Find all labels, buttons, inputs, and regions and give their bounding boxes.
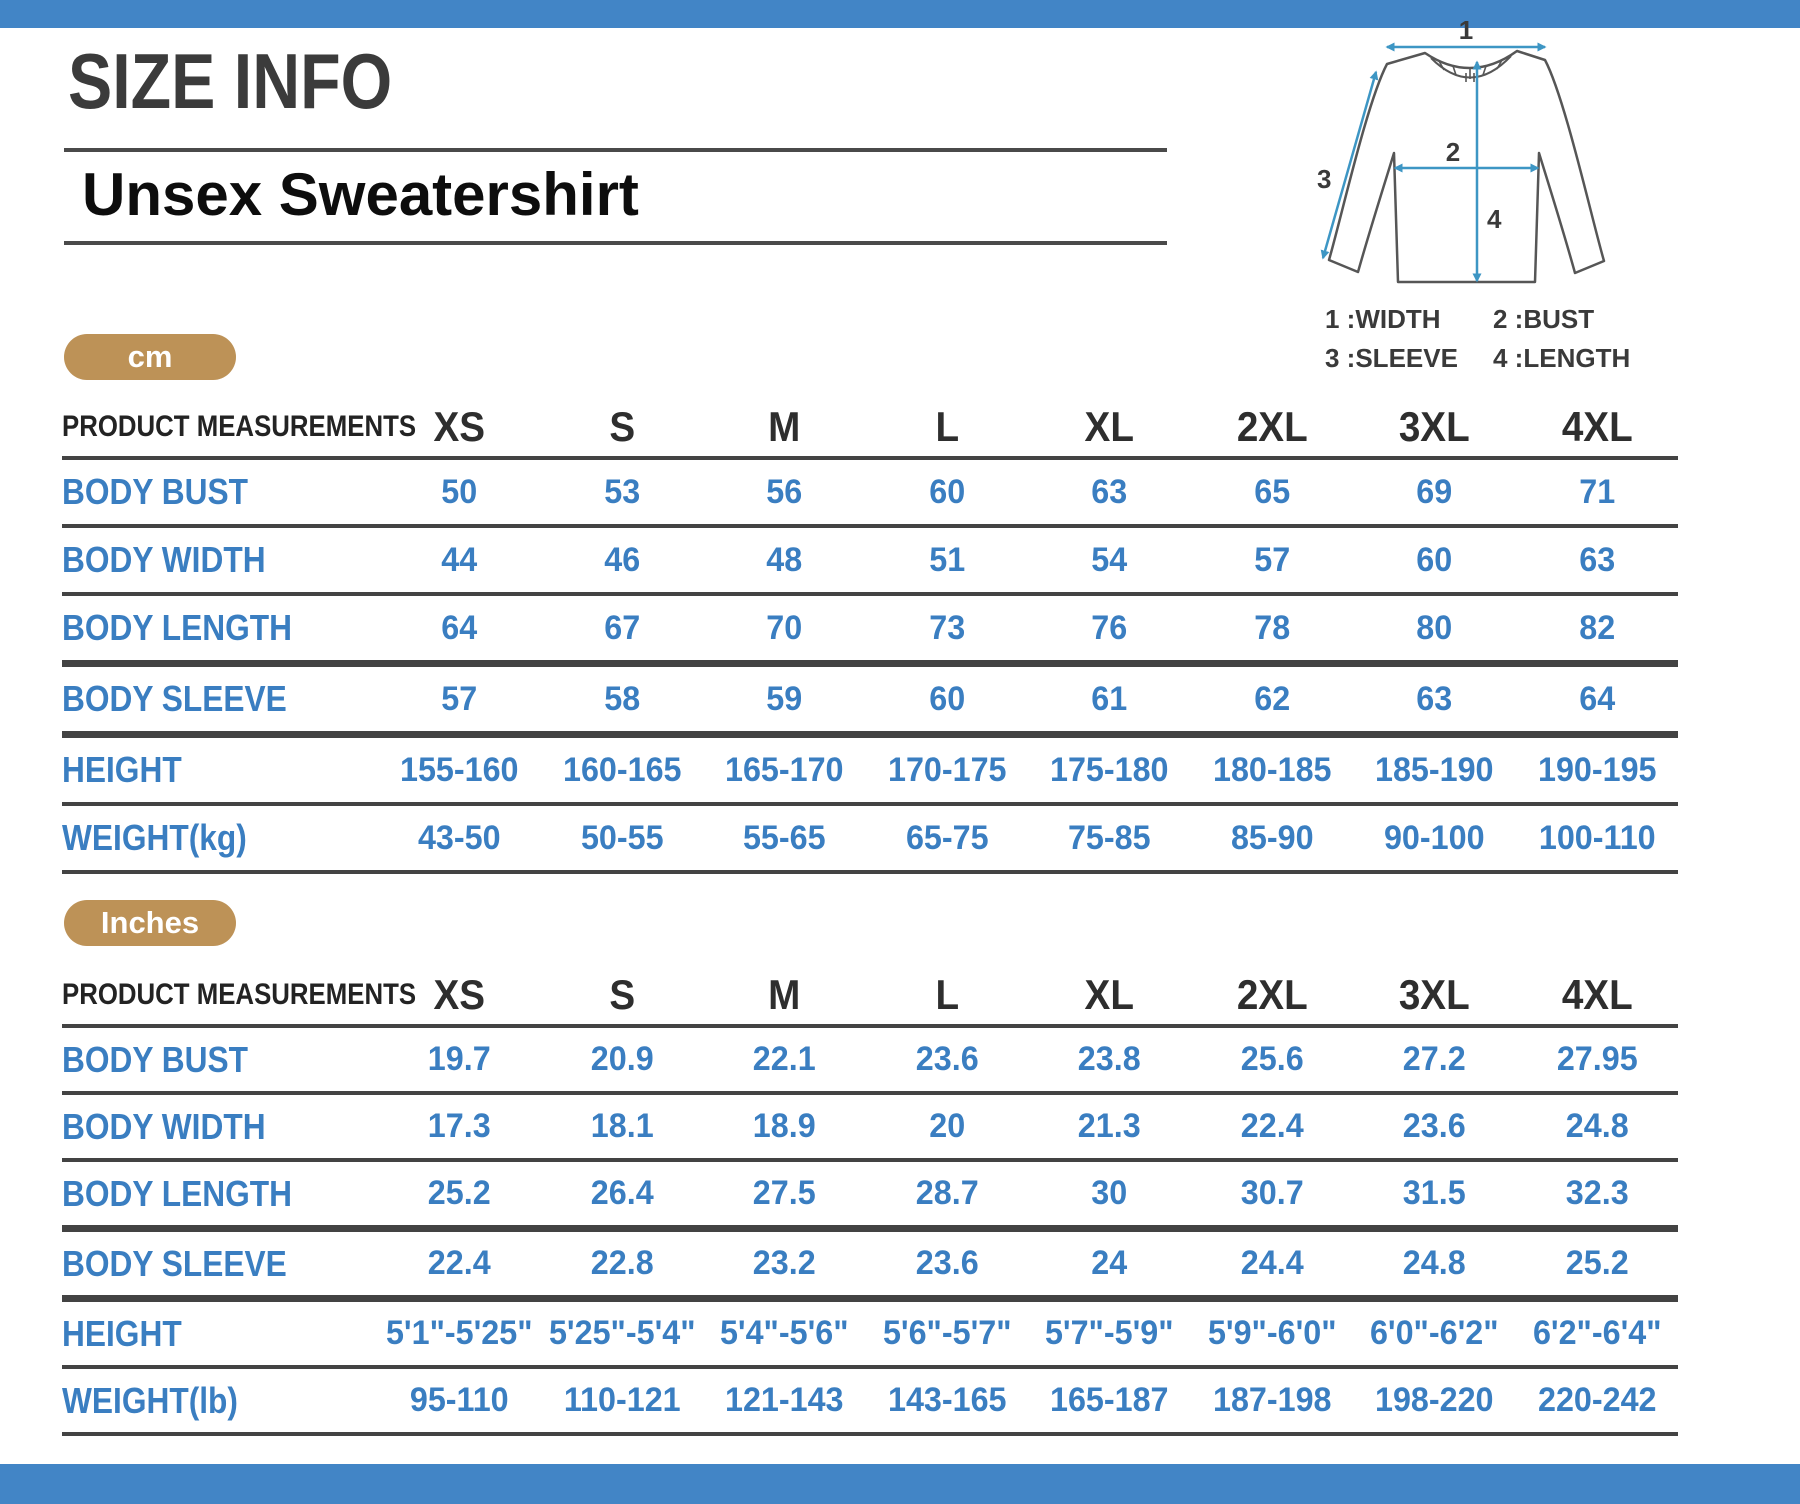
cell-value: 185-190: [1374, 750, 1494, 789]
arrow-label-sleeve: 3: [1317, 164, 1332, 194]
cell-value: 65-75: [905, 818, 989, 857]
cell-value: 24.4: [1240, 1244, 1304, 1282]
cell-value: 24.8: [1402, 1244, 1466, 1282]
cell-value: 62: [1253, 679, 1290, 718]
size-column-header: XS: [433, 403, 486, 450]
cell-value: 60: [928, 679, 965, 718]
row-label: HEIGHT: [62, 1312, 182, 1354]
sweatshirt-outline: [1329, 51, 1604, 282]
cell-value: 53: [603, 472, 640, 511]
cell-value: 70: [766, 608, 803, 647]
size-column-header: M: [768, 971, 801, 1018]
cell-value: 56: [766, 472, 803, 511]
page-title: SIZE INFO: [68, 37, 393, 125]
cell-value: 85-90: [1230, 818, 1314, 857]
table-row: [62, 1302, 1678, 1369]
cell-value: 82: [1578, 608, 1615, 647]
cell-value: 22.4: [427, 1244, 491, 1282]
unit-badge-cm: cm: [64, 334, 236, 380]
cell-value: 23.6: [915, 1040, 979, 1078]
cell-value: 17.3: [427, 1107, 491, 1145]
cell-value: 76: [1091, 608, 1128, 647]
table-row: [62, 1232, 1678, 1302]
cell-value: 65: [1253, 472, 1290, 511]
cell-value: 18.1: [590, 1107, 654, 1145]
page-subtitle: Unsex Sweatershirt: [82, 161, 639, 228]
cell-value: 143-165: [887, 1381, 1007, 1419]
size-table-inches: [62, 966, 1678, 1436]
bottom-accent-bar: [0, 1464, 1800, 1504]
cell-value: 24.8: [1565, 1107, 1629, 1145]
cell-value: 20.9: [590, 1040, 654, 1078]
cell-value: 30.7: [1240, 1174, 1304, 1212]
cell-value: 110-121: [563, 1381, 681, 1419]
size-column-header: L: [934, 403, 959, 450]
size-column-header: XL: [1084, 971, 1134, 1018]
size-column-header: 4XL: [1561, 971, 1633, 1018]
cell-value: 5'1"-5'25": [385, 1314, 533, 1352]
cell-value: 61: [1091, 679, 1128, 718]
cell-value: 6'2"-6'4": [1532, 1314, 1662, 1352]
cell-value: 46: [603, 540, 640, 579]
arrow-label-bust: 2: [1445, 137, 1461, 167]
row-label: WEIGHT(kg): [62, 817, 247, 858]
size-column-header: 4XL: [1561, 403, 1633, 450]
cell-value: 165-170: [724, 750, 844, 789]
cell-value: 180-185: [1212, 750, 1332, 789]
measurements-header: PRODUCT MEASUREMENTS: [62, 410, 417, 443]
cell-value: 75-85: [1067, 818, 1151, 857]
cell-value: 198-220: [1374, 1381, 1494, 1419]
cell-value: 23.2: [752, 1244, 816, 1282]
table-row: [62, 738, 1678, 806]
table-header-row: [62, 398, 1678, 460]
cell-value: 31.5: [1402, 1174, 1466, 1212]
cell-value: 69: [1416, 472, 1453, 511]
cell-value: 58: [603, 679, 640, 718]
cell-value: 5'6"-5'7": [882, 1314, 1012, 1352]
cell-value: 27.95: [1556, 1040, 1638, 1078]
cell-value: 59: [766, 679, 803, 718]
cell-value: 32.3: [1565, 1174, 1629, 1212]
table-row: [62, 596, 1678, 667]
cell-value: 160-165: [562, 750, 682, 789]
cell-value: 43-50: [417, 818, 501, 857]
size-column-header: XS: [433, 971, 486, 1018]
cell-value: 48: [766, 540, 803, 579]
cell-value: 27.5: [752, 1174, 816, 1212]
table-header-row: [62, 966, 1678, 1028]
legend-item: 3 :SLEEVE: [1325, 343, 1458, 373]
cell-value: 20: [928, 1107, 965, 1145]
size-column-header: 2XL: [1236, 403, 1308, 450]
cell-value: 165-187: [1049, 1381, 1169, 1419]
cell-value: 63: [1091, 472, 1128, 511]
size-column-header: L: [934, 971, 959, 1018]
unit-badge-inches: Inches: [64, 900, 236, 946]
size-table-cm: [62, 398, 1678, 874]
cell-value: 67: [603, 608, 640, 647]
size-column-header: XL: [1084, 403, 1134, 450]
row-label: BODY BUST: [62, 471, 248, 512]
cell-value: 60: [928, 472, 965, 511]
size-column-header: M: [768, 403, 801, 450]
cell-value: 95-110: [409, 1381, 509, 1419]
cell-value: 23.8: [1077, 1040, 1141, 1078]
table-row: [62, 528, 1678, 596]
size-column-header: 3XL: [1398, 403, 1470, 450]
cell-value: 51: [928, 540, 965, 579]
cell-value: 60: [1416, 540, 1453, 579]
row-label: BODY LENGTH: [62, 607, 292, 648]
cell-value: 5'9"-6'0": [1207, 1314, 1337, 1352]
cell-value: 54: [1091, 540, 1128, 579]
size-column-header: 3XL: [1398, 971, 1470, 1018]
cell-value: 28.7: [915, 1174, 979, 1212]
table-row: [62, 1028, 1678, 1095]
cell-value: 71: [1578, 472, 1615, 511]
cell-value: 63: [1416, 679, 1453, 718]
arrow-label-width: 1: [1458, 20, 1474, 45]
cell-value: 64: [1578, 679, 1615, 718]
cell-value: 24: [1091, 1244, 1128, 1282]
cell-value: 187-198: [1212, 1381, 1332, 1419]
cell-value: 55-65: [742, 818, 826, 857]
cell-value: 5'7"-5'9": [1044, 1314, 1174, 1352]
cell-value: 64: [441, 608, 478, 647]
cell-value: 44: [441, 540, 478, 579]
cell-value: 27.2: [1402, 1040, 1466, 1078]
row-label: BODY SLEEVE: [62, 1242, 287, 1284]
cell-value: 175-180: [1049, 750, 1169, 789]
cell-value: 18.9: [752, 1107, 816, 1145]
subtitle-block: [64, 148, 1167, 245]
cell-value: 190-195: [1537, 750, 1657, 789]
sweatshirt-diagram: [1303, 20, 1658, 302]
table-row: [62, 1095, 1678, 1162]
legend-item: 4 :LENGTH: [1493, 343, 1631, 373]
cell-value: 30: [1091, 1174, 1128, 1212]
cell-value: 23.6: [915, 1244, 979, 1282]
cell-value: 6'0"-6'2": [1369, 1314, 1499, 1352]
cell-value: 57: [1253, 540, 1290, 579]
cell-value: 22.4: [1240, 1107, 1304, 1145]
table-row: [62, 460, 1678, 528]
size-column-header: 2XL: [1236, 971, 1308, 1018]
table-row: [62, 667, 1678, 738]
size-column-header: S: [608, 971, 635, 1018]
row-label: BODY WIDTH: [62, 1105, 266, 1147]
cell-value: 155-160: [399, 750, 519, 789]
table-row: [62, 1162, 1678, 1232]
cell-value: 25.2: [427, 1174, 491, 1212]
row-label: WEIGHT(lb): [62, 1379, 238, 1421]
row-label: BODY WIDTH: [62, 539, 266, 580]
diagram-legend: [1325, 304, 1630, 374]
cell-value: 22.1: [752, 1040, 816, 1078]
cell-value: 63: [1578, 540, 1615, 579]
cell-value: 78: [1253, 608, 1290, 647]
cell-value: 21.3: [1077, 1107, 1141, 1145]
cell-value: 19.7: [427, 1040, 491, 1078]
legend-item: 1 :WIDTH: [1325, 304, 1441, 334]
cell-value: 80: [1416, 608, 1453, 647]
cell-value: 50: [441, 472, 478, 511]
table-row: [62, 806, 1678, 874]
cell-value: 26.4: [590, 1174, 654, 1212]
row-label: BODY SLEEVE: [62, 678, 287, 719]
measurements-header: PRODUCT MEASUREMENTS: [62, 978, 417, 1011]
cell-value: 90-100: [1383, 818, 1485, 857]
legend-item: 2 :BUST: [1493, 304, 1595, 334]
cell-value: 73: [928, 608, 965, 647]
cell-value: 25.2: [1565, 1244, 1629, 1282]
cell-value: 57: [441, 679, 478, 718]
cell-value: 5'25"-5'4": [548, 1314, 696, 1352]
cell-value: 121-143: [724, 1381, 844, 1419]
cell-value: 220-242: [1537, 1381, 1657, 1419]
row-label: BODY LENGTH: [62, 1172, 292, 1214]
cell-value: 22.8: [590, 1244, 654, 1282]
cell-value: 5'4"-5'6": [719, 1314, 849, 1352]
cell-value: 170-175: [887, 750, 1007, 789]
row-label: BODY BUST: [62, 1038, 248, 1080]
table-row: [62, 1369, 1678, 1436]
row-label: HEIGHT: [62, 749, 182, 790]
cell-value: 50-55: [580, 818, 664, 857]
cell-value: 100-110: [1538, 818, 1656, 857]
arrow-label-length: 4: [1487, 204, 1502, 234]
cell-value: 25.6: [1240, 1040, 1304, 1078]
size-column-header: S: [608, 403, 635, 450]
cell-value: 23.6: [1402, 1107, 1466, 1145]
